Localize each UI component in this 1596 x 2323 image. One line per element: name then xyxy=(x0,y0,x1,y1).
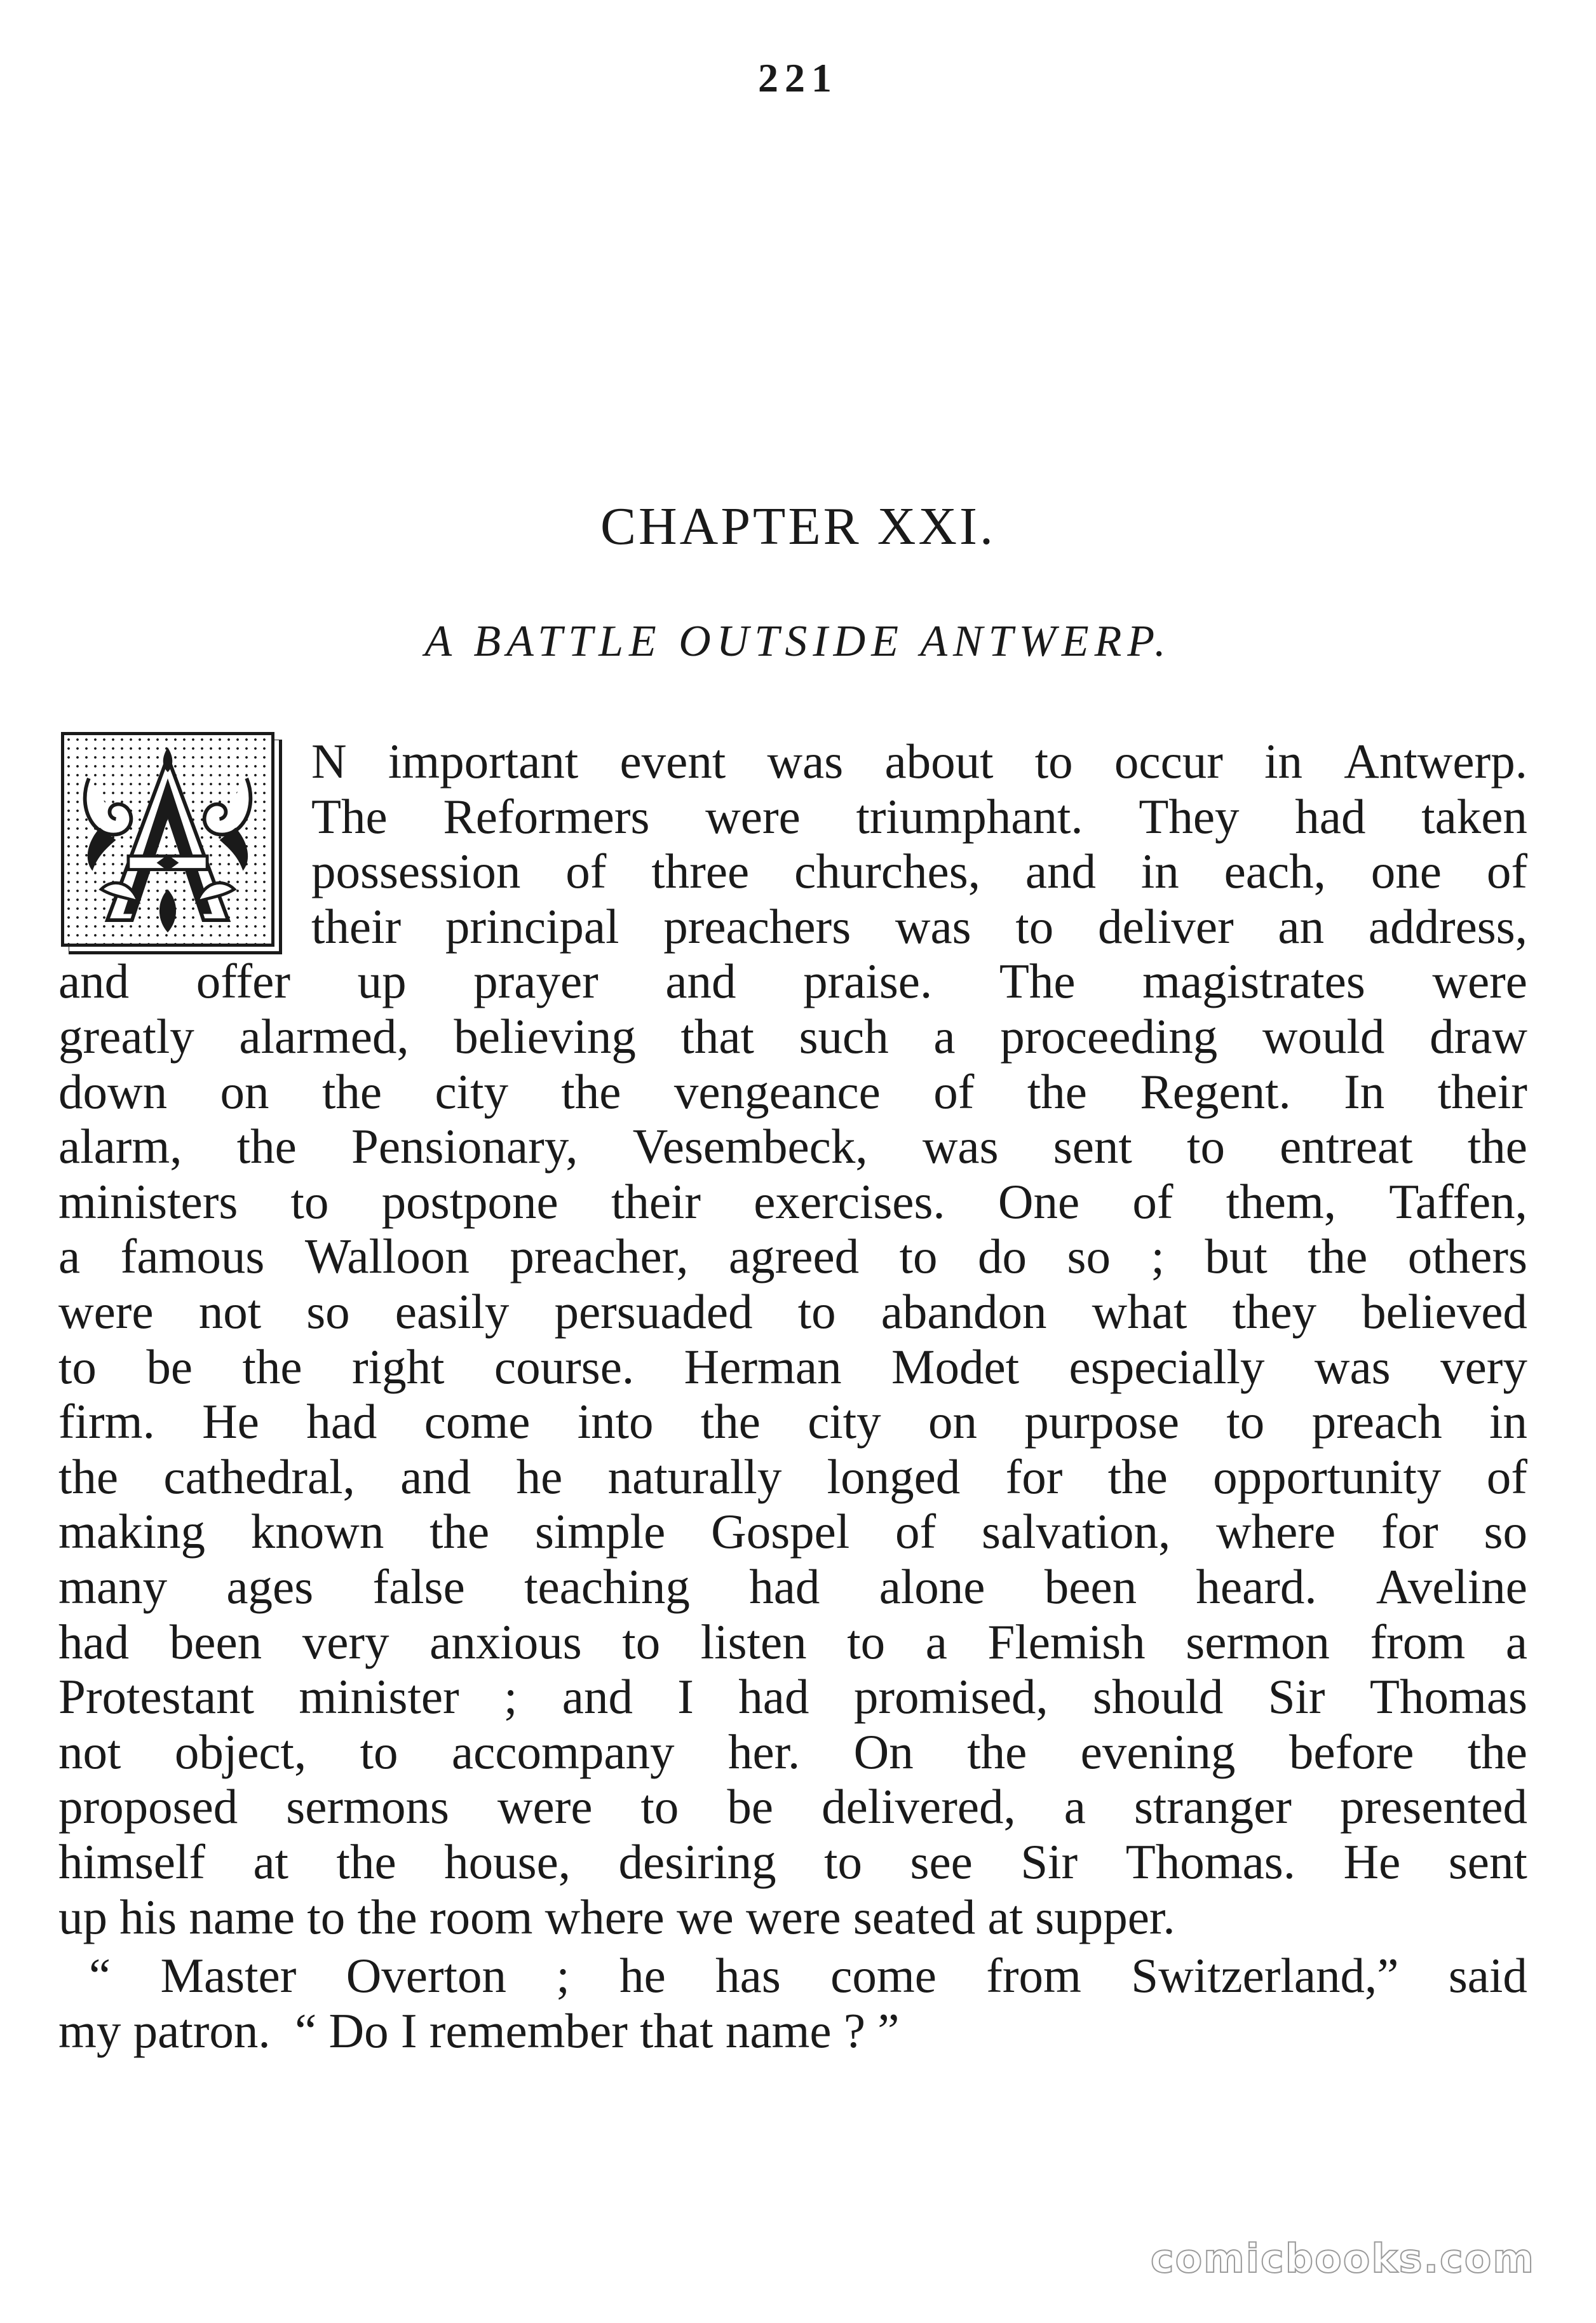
chapter-title: CHAPTER XXI. xyxy=(600,497,996,556)
text-line: greatly alarmed, believing that such a proceeding would draw xyxy=(58,1009,1527,1064)
text-line: down on the city the vengeance of the Regent. In their xyxy=(58,1064,1527,1119)
text-line: The Reformers were triumphant. They had taken xyxy=(311,789,1527,844)
text-line: Protestant minister ; and I had promised, should Sir Thomas xyxy=(58,1669,1527,1724)
text-line: N important event was about to occur in Antwerp. xyxy=(311,734,1527,789)
text-line: “ Master Overton ; he has come from Switzerland,” said xyxy=(89,1948,1527,2003)
text-line: my patron. “ Do I remember that name ? ” xyxy=(58,2003,900,2058)
text-line: not object, to accompany her. On the evening before the xyxy=(58,1724,1527,1779)
decorative-initial-a xyxy=(61,732,274,947)
text-line: firm. He had come into the city on purpose to preach in xyxy=(58,1394,1527,1449)
text-line: himself at the house, desiring to see Sir Thomas. He sent xyxy=(58,1834,1527,1889)
dropcap-letter xyxy=(64,735,271,944)
text-line: the cathedral, and he naturally longed for the opportunity of xyxy=(58,1449,1527,1504)
page-number: 221 xyxy=(758,55,838,100)
text-line: proposed sermons were to be delivered, a stranger presented xyxy=(58,1779,1527,1834)
text-line: their principal preachers was to deliver an address, xyxy=(311,899,1527,954)
text-line: possession of three churches, and in each, one of xyxy=(311,844,1527,898)
text-line: to be the right course. Herman Modet especially was very xyxy=(58,1339,1527,1394)
text-line: a famous Walloon preacher, agreed to do so ; but the others xyxy=(58,1229,1527,1283)
text-line: up his name to the room where we were seated at supper. xyxy=(58,1890,1175,1944)
chapter-subtitle: A BATTLE OUTSIDE ANTWERP. xyxy=(424,617,1172,666)
text-line: making known the simple Gospel of salvation, where for so xyxy=(58,1504,1527,1559)
text-line: alarm, the Pensionary, Vesembeck, was sent to entreat the xyxy=(58,1119,1527,1174)
text-line: ministers to postpone their exercises. One of them, Taffen, xyxy=(58,1174,1527,1229)
text-line: were not so easily persuaded to abandon what they believed xyxy=(58,1284,1527,1339)
watermark: comicbooks.com xyxy=(1150,2235,1535,2282)
text-line: and offer up prayer and praise. The magistrates were xyxy=(58,954,1527,1008)
text-line: many ages false teaching had alone been heard. Aveline xyxy=(58,1559,1527,1614)
text-line: had been very anxious to listen to a Flemish sermon from a xyxy=(58,1615,1527,1669)
